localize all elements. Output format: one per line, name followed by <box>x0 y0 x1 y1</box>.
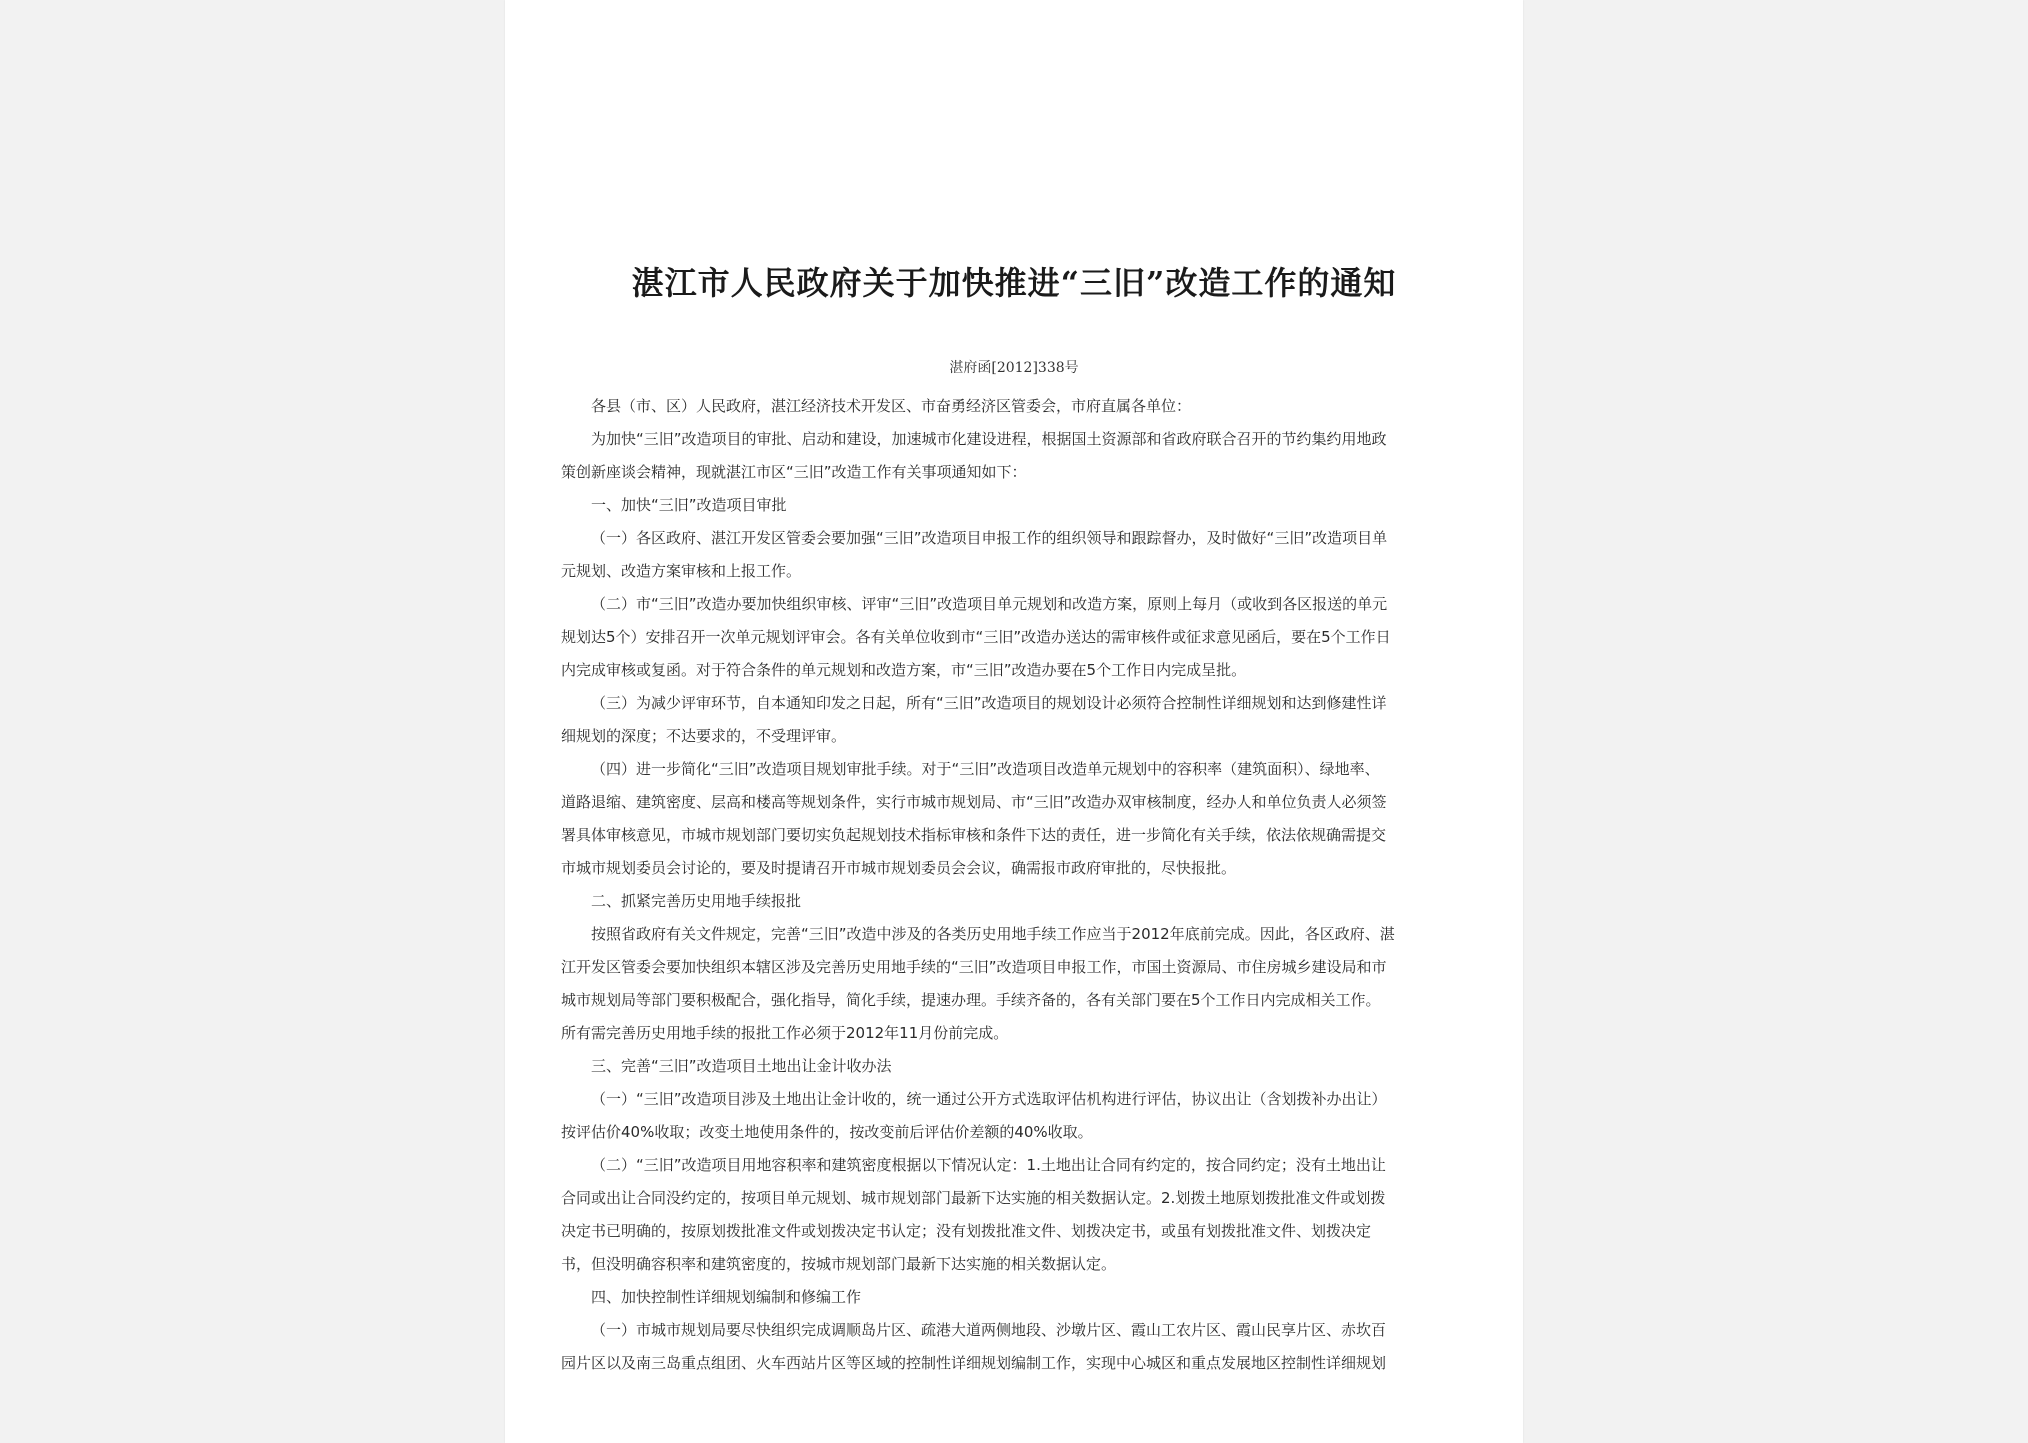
paragraph-line: 元规划、改造方案审核和上报工作。 <box>561 562 802 580</box>
paragraph-line: 城市规划局等部门要积极配合，强化指导，简化手续，提速办理。手续齐备的，各有关部门要在5个工作日内完成相关工作。 <box>561 991 1381 1009</box>
document-body <box>561 390 1473 1380</box>
paragraph-line: （二）“三旧”改造项目用地容积率和建筑密度根据以下情况认定：1.土地出让合同有约定的，按合同约定；没有土地出让 <box>591 1156 1386 1174</box>
paragraph-line: 细规划的深度；不达要求的，不受理评审。 <box>561 727 847 745</box>
paragraph-line: 策创新座谈会精神，现就湛江市区“三旧”改造工作有关事项通知如下： <box>561 463 1027 481</box>
paragraph-line: 江开发区管委会要加快组织本辖区涉及完善历史用地手续的“三旧”改造项目申报工作，市国土资源局、市住房城乡建设局和市 <box>561 958 1387 976</box>
paragraph-line: （四）进一步简化“三旧”改造项目规划审批手续。对于“三旧”改造项目改造单元规划中的容积率（建筑面积）、绿地率、 <box>591 760 1380 778</box>
paragraph-line: 按照省政府有关文件规定，完善“三旧”改造中涉及的各类历史用地手续工作应当于2012年底前完成。因此，各区政府、湛 <box>591 925 1395 943</box>
section-heading: 一、加快“三旧”改造项目审批 <box>591 496 787 514</box>
document-title: 湛江市人民政府关于加快推进“三旧”改造工作的通知 <box>631 264 1397 302</box>
paragraph-line: 道路退缩、建筑密度、层高和楼高等规划条件，实行市城市规划局、市“三旧”改造办双审核制度，经办人和单位负责人必须签 <box>561 793 1387 811</box>
paragraph-line: （一）“三旧”改造项目涉及土地出让金计收的，统一通过公开方式选取评估机构进行评估，协议出让（含划拨补办出让） <box>591 1090 1387 1108</box>
paragraph-line: 按评估价40%收取；改变土地使用条件的，按改变前后评估价差额的40%收取。 <box>561 1123 1093 1141</box>
paragraph-line: 合同或出让合同没约定的，按项目单元规划、城市规划部门最新下达实施的相关数据认定。2.划拨土地原划拨批准文件或划拨 <box>561 1189 1386 1207</box>
paragraph-line: （三）为减少评审环节，自本通知印发之日起，所有“三旧”改造项目的规划设计必须符合控制性详细规划和达到修建性详 <box>591 694 1387 712</box>
section-heading: 四、加快控制性详细规划编制和修编工作 <box>591 1288 862 1306</box>
paragraph-line: 园片区以及南三岛重点组团、火车西站片区等区域的控制性详细规划编制工作，实现中心城区和重点发展地区控制性详细规划 <box>561 1354 1387 1372</box>
paragraph-line: 规划达5个）安排召开一次单元规划评审会。各有关单位收到市“三旧”改造办送达的需审核件或征求意见函后，要在5个工作日 <box>561 628 1391 646</box>
document-page <box>505 0 1523 1443</box>
paragraph-line: 决定书已明确的，按原划拨批准文件或划拨决定书认定；没有划拨批准文件、划拨决定书，或虽有划拨批准文件、划拨决定 <box>561 1222 1372 1240</box>
paragraph-line: 书，但没明确容积率和建筑密度的，按城市规划部门最新下达实施的相关数据认定。 <box>561 1255 1117 1273</box>
document-number: 湛府函[2012]338号 <box>949 360 1079 376</box>
paragraph-line: 所有需完善历史用地手续的报批工作必须于2012年11月份前完成。 <box>561 1024 1009 1042</box>
salutation-line: 各县（市、区）人民政府，湛江经济技术开发区、市奋勇经济区管委会，市府直属各单位： <box>591 397 1192 415</box>
paragraph-line: （二）市“三旧”改造办要加快组织审核、评审“三旧”改造项目单元规划和改造方案，原则上每月（或收到各区报送的单元 <box>591 595 1388 613</box>
paragraph-line: 内完成审核或复函。对于符合条件的单元规划和改造方案，市“三旧”改造办要在5个工作日内完成呈批。 <box>561 661 1247 679</box>
paragraph-line: （一）市城市规划局要尽快组织完成调顺岛片区、疏港大道两侧地段、沙墩片区、霞山工农片区、霞山民享片区、赤坎百 <box>591 1321 1387 1339</box>
section-heading: 三、完善“三旧”改造项目土地出让金计收办法 <box>591 1057 892 1075</box>
paragraph-line: 署具体审核意见，市城市规划部门要切实负起规划技术指标审核和条件下达的责任，进一步简化有关手续，依法依规确需提交 <box>561 826 1387 844</box>
section-heading: 二、抓紧完善历史用地手续报批 <box>591 892 802 910</box>
paragraph-line: 为加快“三旧”改造项目的审批、启动和建设，加速城市化建设进程，根据国土资源部和省政府联合召开的节约集约用地政 <box>591 430 1387 448</box>
paragraph-line: （一）各区政府、湛江开发区管委会要加强“三旧”改造项目申报工作的组织领导和跟踪督办，及时做好“三旧”改造项目单 <box>591 529 1388 547</box>
paragraph-line: 市城市规划委员会讨论的，要及时提请召开市城市规划委员会会议，确需报市政府审批的，尽快报批。 <box>561 859 1237 877</box>
